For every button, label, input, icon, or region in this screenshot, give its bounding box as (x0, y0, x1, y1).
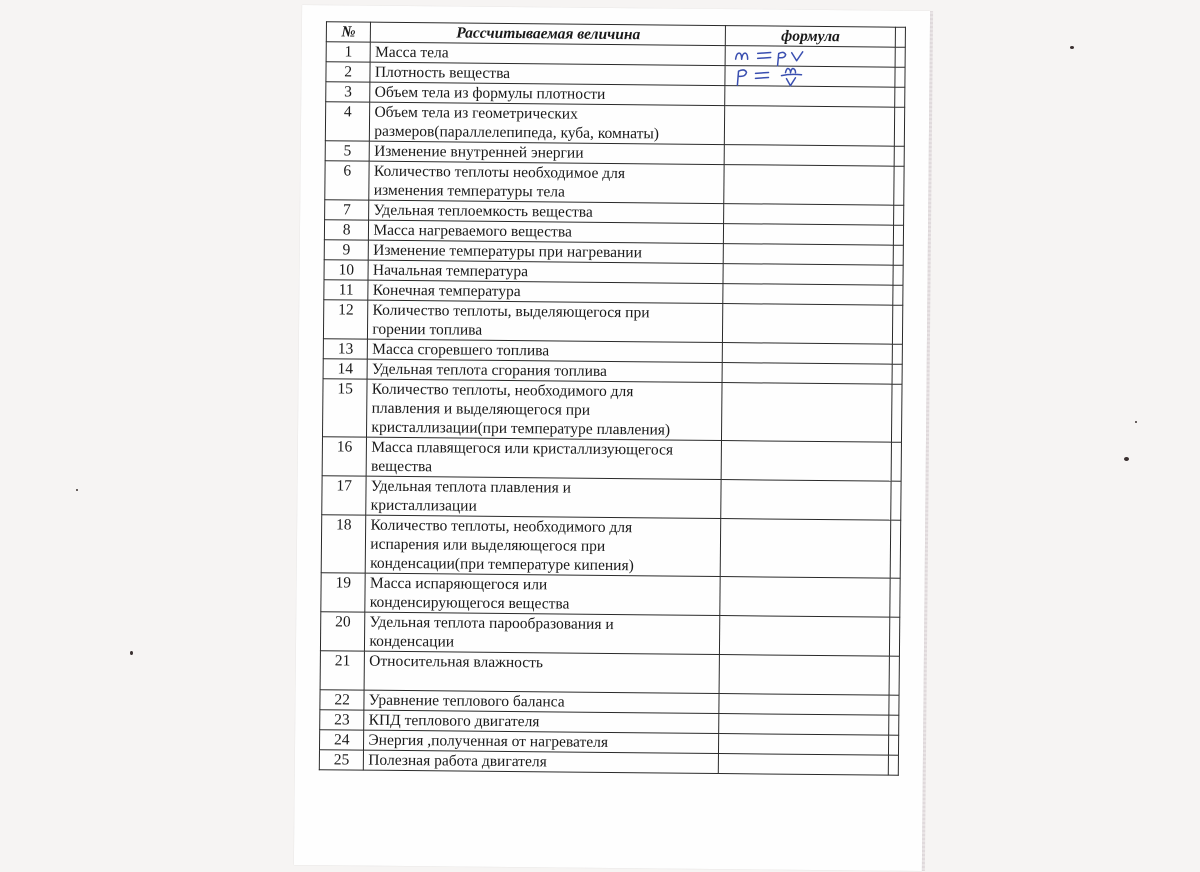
row-formula-cell[interactable] (725, 145, 895, 167)
row-quantity-name (368, 280, 723, 303)
row-number: 4 (325, 102, 370, 141)
row-quantity-name (364, 750, 719, 773)
row-extra-cell (892, 364, 902, 384)
row-extra-cell (893, 285, 903, 305)
quantity-name-line: Объем тела из геометрических (374, 103, 578, 123)
row-extra-cell (893, 225, 903, 245)
header-extra (895, 27, 905, 47)
quantity-name-line: размеров(параллелепипеда, куба, комнаты) (374, 122, 660, 143)
row-quantity-name (367, 359, 722, 382)
row-quantity-name (370, 42, 725, 65)
row-formula-cell[interactable] (719, 694, 889, 716)
row-quantity-name (366, 515, 722, 576)
row-number: 20 (320, 612, 365, 651)
row-extra-cell (891, 384, 902, 442)
row-extra-cell (891, 481, 901, 520)
row-quantity-name (369, 161, 724, 203)
row-formula-cell[interactable] (725, 86, 895, 108)
row-formula-cell[interactable] (722, 383, 892, 443)
row-formula-cell[interactable] (720, 577, 890, 618)
row-quantity-name (369, 200, 724, 223)
row-extra-cell (889, 656, 899, 695)
row-extra-cell (891, 442, 901, 481)
quantity-name-line: кристаллизации (370, 496, 477, 515)
dust-speck (130, 651, 133, 655)
row-quantity-name (369, 240, 724, 263)
table-row (320, 612, 899, 657)
row-number: 19 (321, 573, 366, 612)
row-quantity-name (370, 141, 725, 164)
row-formula-cell[interactable] (724, 244, 894, 266)
quantity-name-line: испарения или выделяющегося при (370, 535, 606, 555)
quantity-name-line: Полезная работа двигателя (368, 751, 547, 771)
quantity-name-line: Изменение внутренней энергии (374, 142, 584, 162)
row-formula-cell[interactable] (722, 363, 892, 385)
row-formula-cell[interactable] (724, 204, 894, 226)
quantity-name-line: изменения температуры тела (373, 181, 565, 201)
row-number: 11 (324, 280, 369, 300)
quantity-name-line: Удельная теплота плавления и (370, 477, 572, 497)
table-row (319, 750, 898, 776)
row-number: 18 (321, 515, 366, 573)
quantity-name-line: Энергия ,полученная от нагревателя (368, 731, 609, 751)
row-quantity-name (368, 339, 723, 362)
row-formula-cell[interactable] (723, 264, 893, 286)
quantity-name-line: КПД теплового двигателя (368, 711, 540, 731)
row-extra-cell (890, 520, 901, 578)
quantity-name-line: Изменение температуры при нагревании (373, 241, 643, 262)
quantity-name-line: Количество теплоты необходимое для (373, 162, 626, 183)
row-quantity-name (364, 730, 719, 753)
row-number: 24 (319, 730, 364, 750)
quantity-name-line: Количество теплоты, необходимого для (370, 516, 633, 537)
row-number: 7 (325, 200, 370, 220)
table-body (319, 42, 905, 776)
row-quantity-name (368, 300, 723, 342)
table-row (320, 651, 899, 696)
row-quantity-name (364, 690, 719, 713)
row-number: 21 (320, 651, 365, 690)
row-extra-cell (888, 735, 898, 755)
quantity-name-line: Масса тела (374, 43, 449, 62)
row-formula-cell[interactable] (722, 441, 892, 482)
row-number: 12 (323, 300, 368, 339)
row-formula-cell[interactable] (720, 616, 890, 657)
header-formula: формула (726, 26, 896, 48)
row-extra-cell (892, 305, 902, 344)
dust-speck (1070, 46, 1074, 49)
row-extra-cell (893, 205, 903, 225)
row-number: 16 (322, 437, 367, 476)
row-formula-cell[interactable] (719, 734, 889, 756)
quantity-name-line: Конечная температура (372, 281, 521, 301)
row-quantity-name (365, 612, 720, 654)
quantity-name-line: Плотность вещества (374, 63, 511, 83)
quantity-name-line: Объем тела из формулы плотности (374, 83, 606, 103)
row-formula-cell[interactable] (719, 754, 889, 776)
row-quantity-name (367, 379, 723, 440)
paper-sheet (294, 5, 930, 871)
row-extra-cell (892, 344, 902, 364)
quantity-name-line: Начальная температура (372, 261, 529, 281)
quantity-name-line: Масса нагреваемого вещества (373, 221, 572, 241)
row-extra-cell (893, 265, 903, 285)
row-quantity-name (368, 260, 723, 283)
quantity-name-line: кристаллизации(при температуре плавления) (371, 418, 671, 439)
row-number: 6 (325, 161, 370, 200)
row-extra-cell (895, 47, 905, 67)
row-quantity-name (366, 476, 721, 518)
row-number: 9 (324, 240, 369, 260)
header-number: № (326, 22, 371, 42)
row-formula-cell[interactable] (721, 519, 891, 579)
quantity-name-line: плавления и выделяющегося при (371, 399, 591, 419)
row-number: 17 (322, 476, 367, 515)
row-quantity-name (370, 62, 725, 85)
quantity-name-line: Удельная теплоемкость вещества (373, 201, 593, 221)
row-extra-cell (894, 166, 904, 205)
quantity-name-line: конденсирующегося вещества (369, 593, 570, 613)
table-row (323, 300, 902, 345)
quantity-name-line: Масса сгоревшего топлива (372, 340, 550, 360)
table-row (322, 437, 901, 482)
row-extra-cell (888, 755, 898, 775)
quantity-name-line: Уравнение теплового баланса (368, 691, 565, 711)
row-extra-cell (889, 617, 899, 656)
row-number: 10 (324, 260, 369, 280)
row-number: 3 (326, 82, 371, 102)
row-number: 5 (325, 141, 370, 161)
row-extra-cell (895, 67, 905, 87)
row-number: 13 (323, 339, 368, 359)
row-extra-cell (894, 146, 904, 166)
row-number: 15 (322, 379, 367, 437)
dust-speck (1135, 421, 1137, 423)
row-number: 22 (320, 690, 365, 710)
row-extra-cell (894, 107, 904, 146)
table-row (325, 102, 904, 147)
quantity-name-line: Удельная теплота сгорания топлива (371, 360, 608, 380)
quantity-name-line: горении топлива (372, 320, 483, 339)
formula-table (319, 21, 906, 776)
header-quantity: Рассчитываемая величина (371, 22, 726, 45)
row-number: 14 (323, 359, 368, 379)
table-row (322, 379, 902, 443)
quantity-name-line: вещества (371, 457, 433, 476)
table-row (322, 476, 901, 521)
row-number: 25 (319, 750, 364, 770)
row-number: 8 (324, 220, 369, 240)
row-quantity-name (366, 437, 721, 479)
row-extra-cell (889, 715, 899, 735)
row-formula-cell[interactable] (719, 714, 889, 736)
row-formula-cell[interactable] (724, 224, 894, 246)
table-row (325, 161, 904, 206)
row-quantity-name (369, 220, 724, 243)
row-formula-cell[interactable] (723, 343, 893, 365)
row-quantity-name (364, 710, 719, 733)
quantity-name-line: конденсации (369, 632, 455, 651)
quantity-name-line: Масса испаряющегося или (369, 574, 548, 594)
table-row (321, 515, 901, 579)
row-formula-cell[interactable] (724, 165, 894, 206)
row-extra-cell (889, 695, 899, 715)
row-quantity-name (370, 82, 725, 105)
quantity-name-line: Удельная теплота парообразования и (369, 613, 614, 634)
dust-speck (1124, 457, 1129, 461)
row-formula-cell[interactable] (721, 480, 891, 521)
row-quantity-name (364, 651, 719, 693)
row-quantity-name (370, 102, 725, 144)
row-number: 23 (320, 710, 365, 730)
quantity-name-line: Количество теплоты, необходимого для (371, 380, 634, 401)
table-row (321, 573, 900, 618)
row-formula-cell[interactable] (723, 284, 893, 306)
quantity-name-line: Количество теплоты, выделяющегося при (372, 301, 650, 322)
row-number: 1 (326, 42, 371, 62)
row-extra-cell (890, 578, 900, 617)
row-number: 2 (326, 62, 371, 82)
row-quantity-name (365, 573, 720, 615)
row-extra-cell (895, 87, 905, 107)
dust-speck (76, 489, 78, 491)
row-formula-cell[interactable] (725, 106, 895, 147)
quantity-name-line: конденсации(при температуре кипения) (370, 554, 634, 575)
quantity-name-line: Относительная влажность (369, 652, 544, 672)
row-formula-cell[interactable] (723, 304, 893, 345)
row-formula-cell[interactable] (725, 66, 895, 88)
row-extra-cell (893, 245, 903, 265)
quantity-name-line: Масса плавящегося или кристаллизующегося (371, 438, 674, 459)
row-formula-cell[interactable] (719, 655, 889, 696)
